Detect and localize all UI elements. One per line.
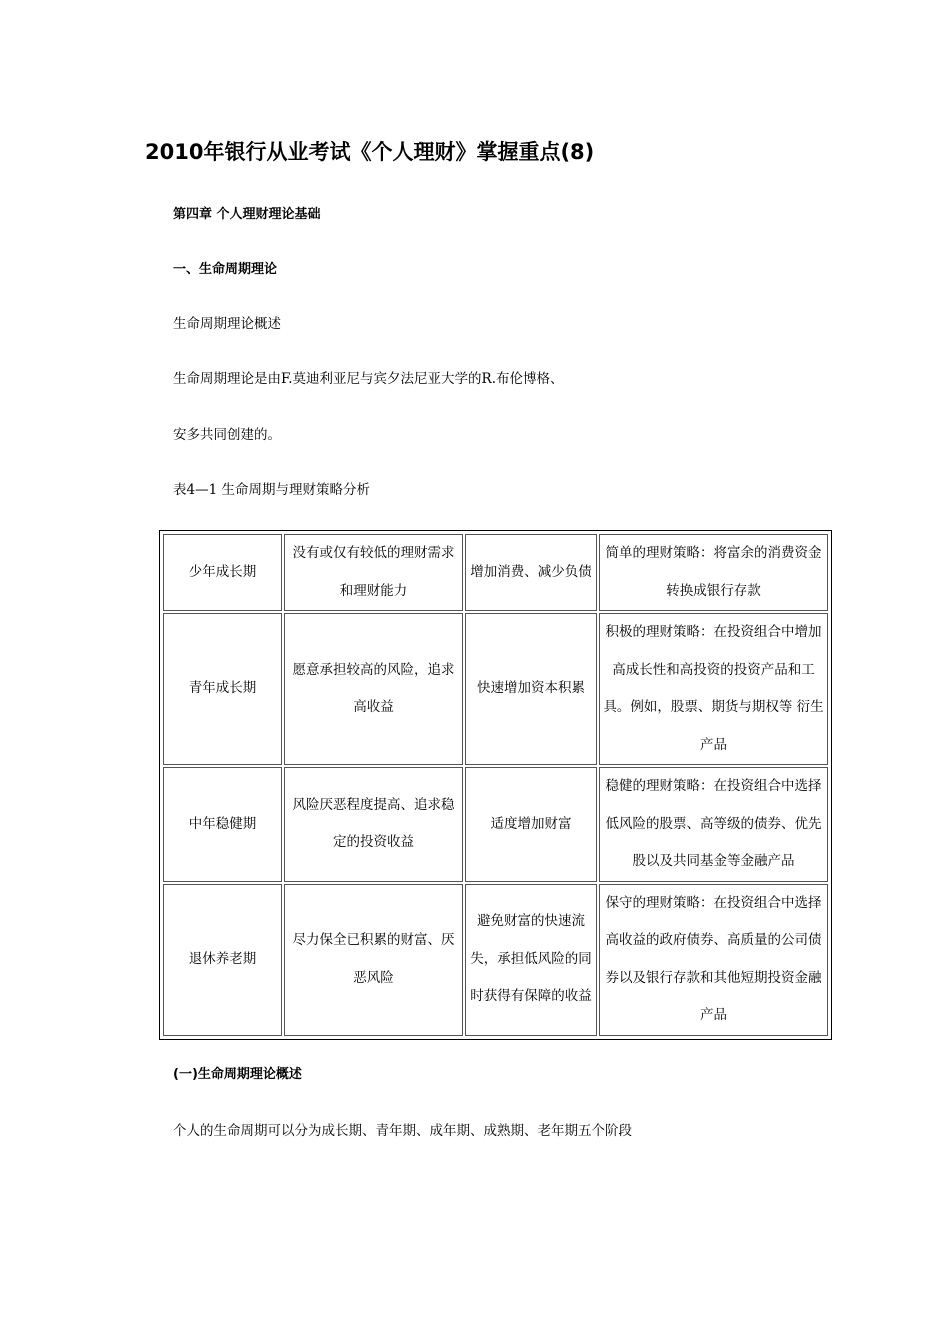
table-row xyxy=(163,767,828,882)
table-cell: 快速增加资本积累 xyxy=(465,613,597,765)
table-cell: 少年成长期 xyxy=(163,534,282,611)
table-cell: 适度增加财富 xyxy=(465,767,597,882)
table-cell: 增加消费、减少负债 xyxy=(465,534,597,611)
table-row xyxy=(163,534,828,611)
table-cell: 积极的理财策略：在投资组合中增加高成长性和高投资的投资产品和工具。例如，股票、期货与期权等 衍生产品 xyxy=(599,613,828,765)
table-cell: 尽力保全已积累的财富、厌恶风险 xyxy=(284,884,463,1036)
paragraph: 生命周期理论概述 xyxy=(173,316,281,332)
table-cell: 简单的理财策略：将富余的消费资金转换成银行存款 xyxy=(599,534,828,611)
table-cell: 风险厌恶程度提高、追求稳定的投资收益 xyxy=(284,767,463,882)
table-cell: 退休养老期 xyxy=(163,884,282,1036)
section-heading: 一、生命周期理论 xyxy=(173,262,278,277)
table-row xyxy=(163,884,828,1036)
paragraph: 生命周期理论是由F.莫迪利亚尼与宾夕法尼亚大学的R.布伦博格、 xyxy=(173,371,564,387)
table-row xyxy=(163,613,828,765)
paragraph: 安多共同创建的。 xyxy=(173,427,281,443)
paragraph: 个人的生命周期可以分为成长期、青年期、成年期、成熟期、老年期五个阶段 xyxy=(173,1123,632,1139)
page-title: 2010年银行从业考试《个人理财》掌握重点(8) xyxy=(145,140,595,164)
table-cell: 中年稳健期 xyxy=(163,767,282,882)
strategy-table xyxy=(159,530,832,1040)
table-cell: 稳健的理财策略：在投资组合中选择低风险的股票、高等级的债券、优先股以及共同基金等金融产品 xyxy=(599,767,828,882)
subsection-heading: (一)生命周期理论概述 xyxy=(173,1067,302,1082)
table-cell: 没有或仅有较低的理财需求和理财能力 xyxy=(284,534,463,611)
table-cell: 保守的理财策略：在投资组合中选择高收益的政府债券、高质量的公司债券以及银行存款和其他短期投资金融产品 xyxy=(599,884,828,1036)
table-cell: 愿意承担较高的风险，追求高收益 xyxy=(284,613,463,765)
table-cell: 避免财富的快速流失，承担低风险的同时获得有保障的收益 xyxy=(465,884,597,1036)
table-cell: 青年成长期 xyxy=(163,613,282,765)
chapter-heading: 第四章 个人理财理论基础 xyxy=(173,207,321,222)
table-caption: 表4—1 生命周期与理财策略分析 xyxy=(173,482,370,498)
